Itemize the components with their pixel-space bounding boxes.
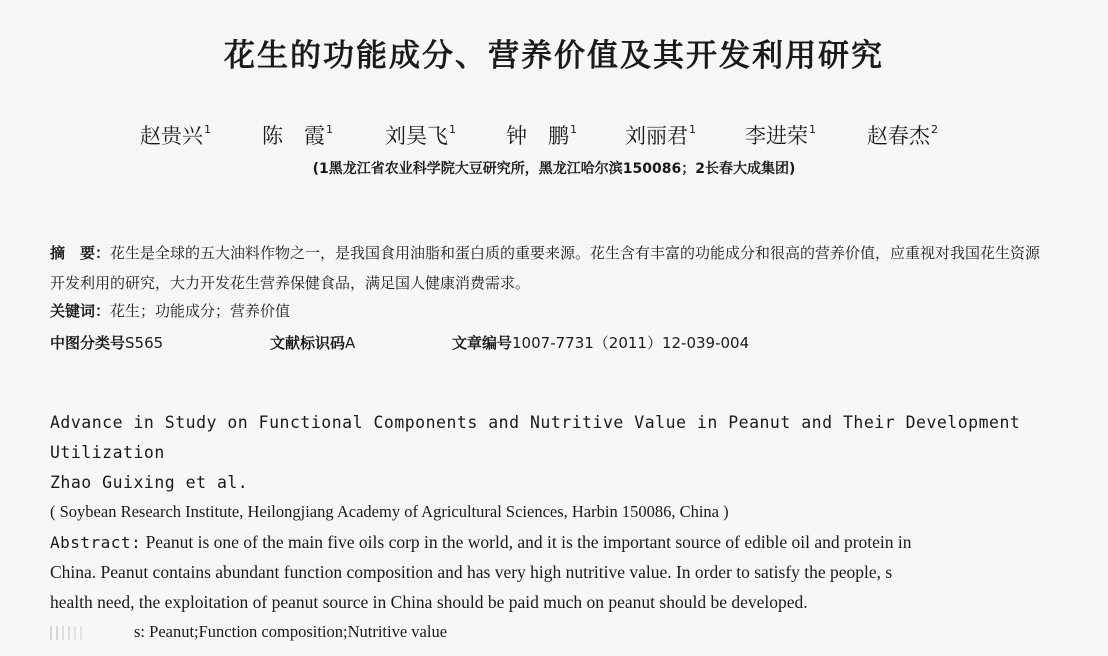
author-name: 李进荣 <box>745 124 808 148</box>
english-title-block <box>50 408 1050 498</box>
affiliation-zh: (1黑龙江省农业科学院大豆研究所，黑龙江哈尔滨150086；2长春大成集团) <box>312 161 796 177</box>
abstract-zh-label: 摘 要： <box>50 244 111 262</box>
author-name: 刘昊飞 <box>385 124 448 148</box>
author-affil-mark: 2 <box>931 123 938 136</box>
author-name: 赵春杰 <box>867 124 930 148</box>
author <box>867 120 938 150</box>
keywords-zh-text: 花生；功能成分；营养价值 <box>110 302 291 320</box>
author-affil-mark: 1 <box>449 123 456 136</box>
english-keywords-label: s: <box>134 622 146 641</box>
author-name: 陈 霞 <box>262 124 325 148</box>
english-abstract-line: China. Peanut contains abundant function composition and has very high nutritive value. In order to satisfy the people, s <box>50 562 893 582</box>
author <box>745 120 816 150</box>
author <box>262 120 333 150</box>
author <box>140 120 211 150</box>
english-title-line: Advance in Study on Functional Components and Nutritive Value in Peanut and Their Development <box>50 413 1021 432</box>
author-affil-mark: 1 <box>809 123 816 136</box>
paper-title: 花生的功能成分、营养价值及其开发利用研究 <box>224 38 884 74</box>
english-abstract-line <box>50 527 1060 558</box>
article-number: 文章编号1007-7731（2011）12-039-004 <box>452 334 750 352</box>
english-abstract-label: Abstract: <box>50 533 142 552</box>
author-name: 刘丽君 <box>625 124 688 148</box>
author-name: 赵贵兴 <box>140 124 203 148</box>
english-affiliation: ( Soybean Research Institute, Heilongjiang Academy of Agricultural Sciences, Harbin 150086, China ) <box>50 502 729 521</box>
document-code: 文献标识码A <box>270 334 356 352</box>
english-keywords <box>134 617 1108 647</box>
english-abstract-line: health need, the exploitation of peanut source in China should be paid much on peanut should be developed. <box>50 592 808 612</box>
keywords-zh <box>50 300 290 321</box>
author <box>625 120 696 150</box>
author-affil-mark: 1 <box>204 123 211 136</box>
classification-row <box>50 332 1050 356</box>
author-name: 钟 鹏 <box>506 124 569 148</box>
english-abstract-text: Peanut is one of the main five oils corp in the world, and it is the important source of edible oil and protein in <box>145 532 912 552</box>
author <box>385 120 456 150</box>
english-keywords-text: Peanut;Function composition;Nutritive value <box>149 622 448 641</box>
author-affil-mark: 1 <box>570 123 577 136</box>
abstract-zh <box>50 238 1050 298</box>
author-list <box>140 120 970 150</box>
english-author: Zhao Guixing et al. <box>50 473 249 492</box>
abstract-zh-text: 花生是全球的五大油料作物之一，是我国食用油脂和蛋白质的重要来源。花生含有丰富的功能成分和很高的营养价值，应重视对我国花生资源开发利用的研究，大力开发花生营养保健食品，满足国人健康消费需求。 <box>50 244 1041 292</box>
watermark-mark <box>50 626 116 640</box>
author-affil-mark: 1 <box>326 123 333 136</box>
clc-number: 中图分类号S565 <box>50 334 164 352</box>
english-title-line: Utilization <box>50 443 165 462</box>
keywords-zh-label: 关键词： <box>50 302 111 320</box>
author <box>506 120 577 150</box>
author-affil-mark: 1 <box>689 123 696 136</box>
